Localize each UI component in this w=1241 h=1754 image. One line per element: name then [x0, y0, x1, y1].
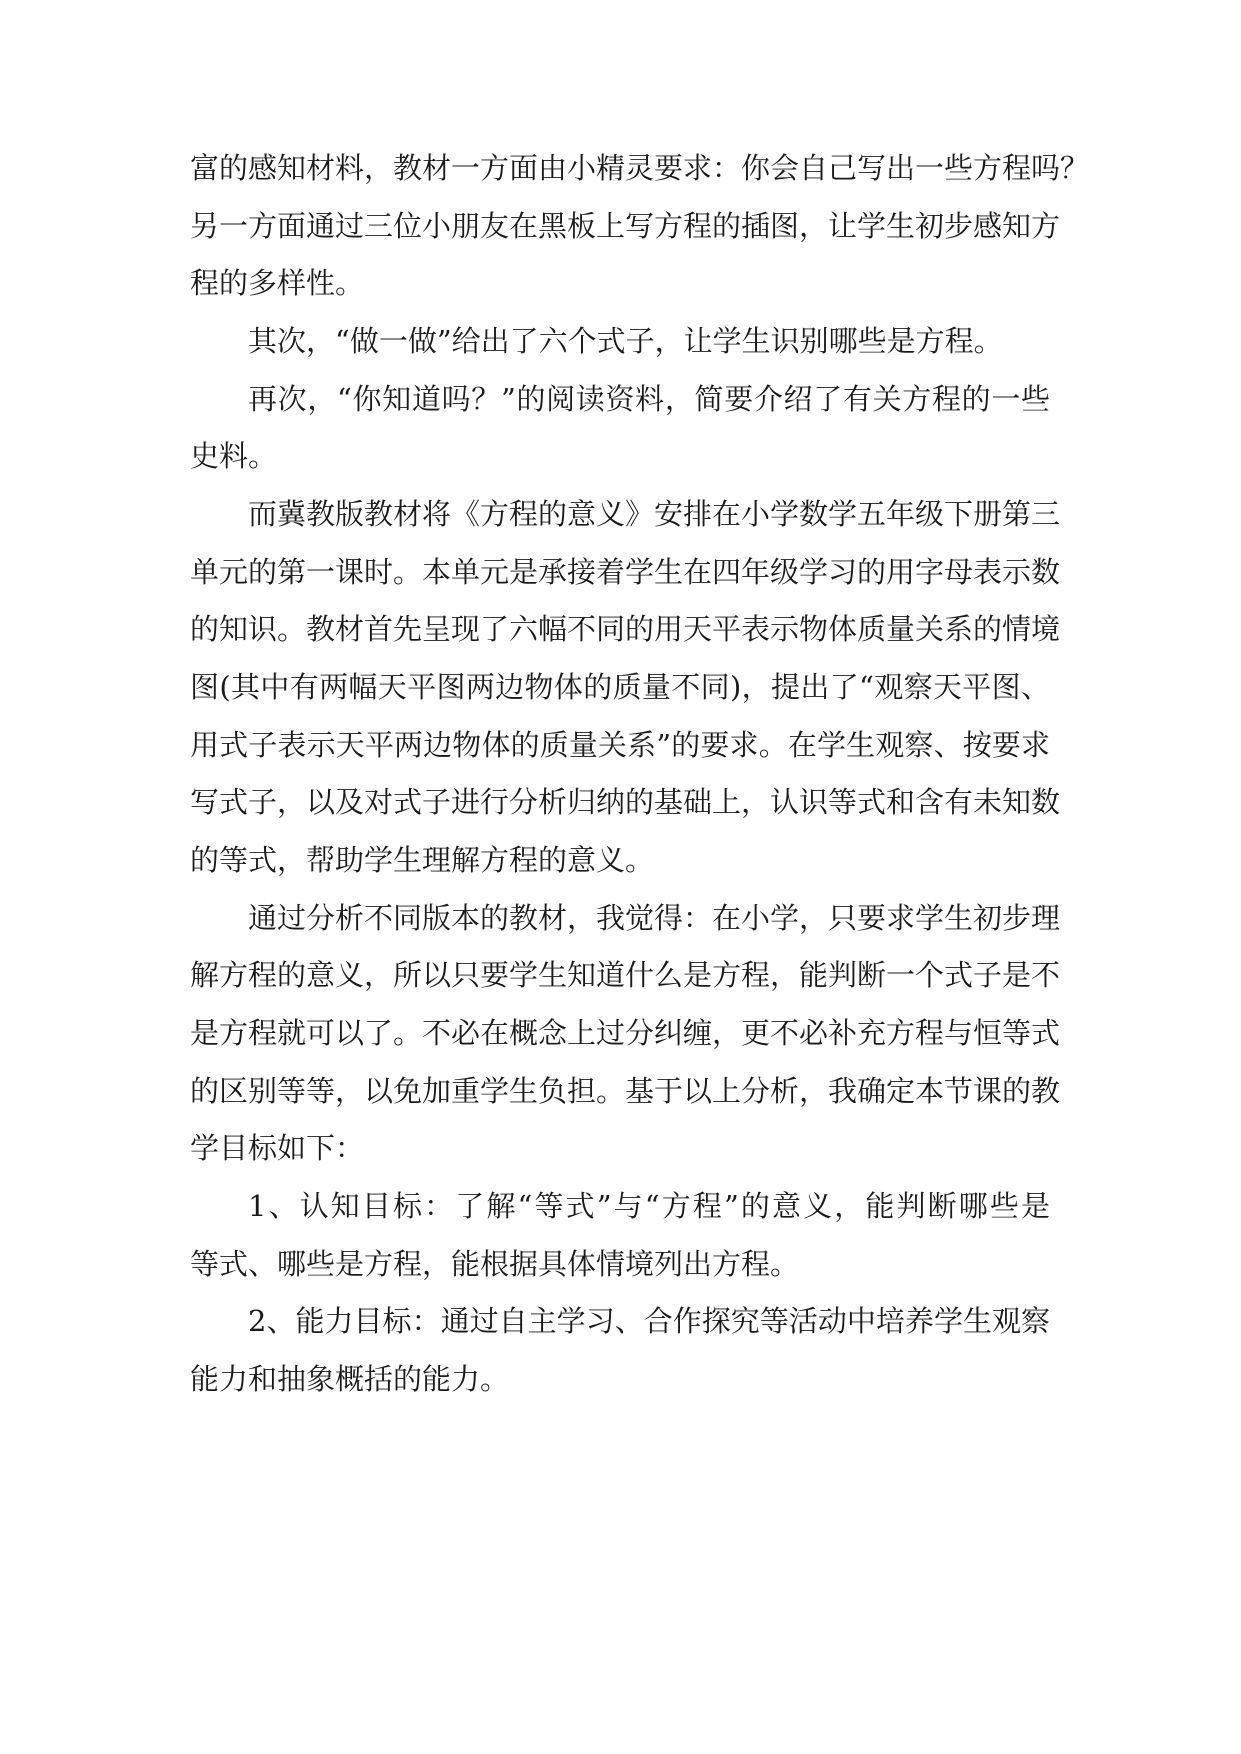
text-line: 写式子，以及对式子进行分析归纳的基础上，认识等式和含有未知数 [190, 785, 1061, 819]
text-line: 其次，“做一做”给出了六个式子，让学生识别哪些是方程。 [248, 324, 1003, 358]
text-line: 图(其中有两幅天平图两边物体的质量不同)，提出了“观察天平图、 [190, 670, 1050, 704]
text-line: 再次，“你知道吗？”的阅读资料，简要介绍了有关方程的一些 [248, 382, 1050, 416]
text-line: 是方程就可以了。不必在概念上过分纠缠，更不必补充方程与恒等式 [190, 1016, 1061, 1050]
text-line: 用式子表示天平两边物体的质量关系”的要求。在学生观察、按要求 [190, 728, 1050, 762]
text-line: 另一方面通过三位小朋友在黑板上写方程的插图，让学生初步感知方 [190, 209, 1061, 243]
text-line: 等式、哪些是方程，能根据具体情境列出方程。 [190, 1247, 800, 1281]
text-line: 的知识。教材首先呈现了六幅不同的用天平表示物体质量关系的情境 [190, 612, 1061, 646]
text-line: 的等式，帮助学生理解方程的意义。 [190, 843, 655, 877]
text-line: 通过分析不同版本的教材，我觉得：在小学，只要求学生初步理 [248, 901, 1061, 935]
text-line: 能力和抽象概括的能力。 [190, 1362, 510, 1396]
text-line: 学目标如下： [190, 1131, 365, 1165]
text-line: 解方程的意义，所以只要学生知道什么是方程，能判断一个式子是不 [190, 958, 1061, 992]
text-line: 2、能力目标：通过自主学习、合作探究等活动中培养学生观察 [248, 1304, 1050, 1338]
text-line: 的区别等等，以免加重学生负担。基于以上分析，我确定本节课的教 [190, 1074, 1061, 1108]
text-line: 富的感知材料，教材一方面由小精灵要求：你会自己写出一些方程吗？ [190, 151, 1090, 185]
text-line: 史料。 [190, 439, 278, 473]
text-line: 单元的第一课时。本单元是承接着学生在四年级学习的用字母表示数 [190, 555, 1061, 589]
text-line: 1、认知目标：了解“等式”与“方程”的意义，能判断哪些是 [248, 1189, 1050, 1223]
text-line: 程的多样性。 [190, 266, 365, 300]
text-line: 而冀教版教材将《方程的意义》安排在小学数学五年级下册第三 [248, 497, 1061, 531]
